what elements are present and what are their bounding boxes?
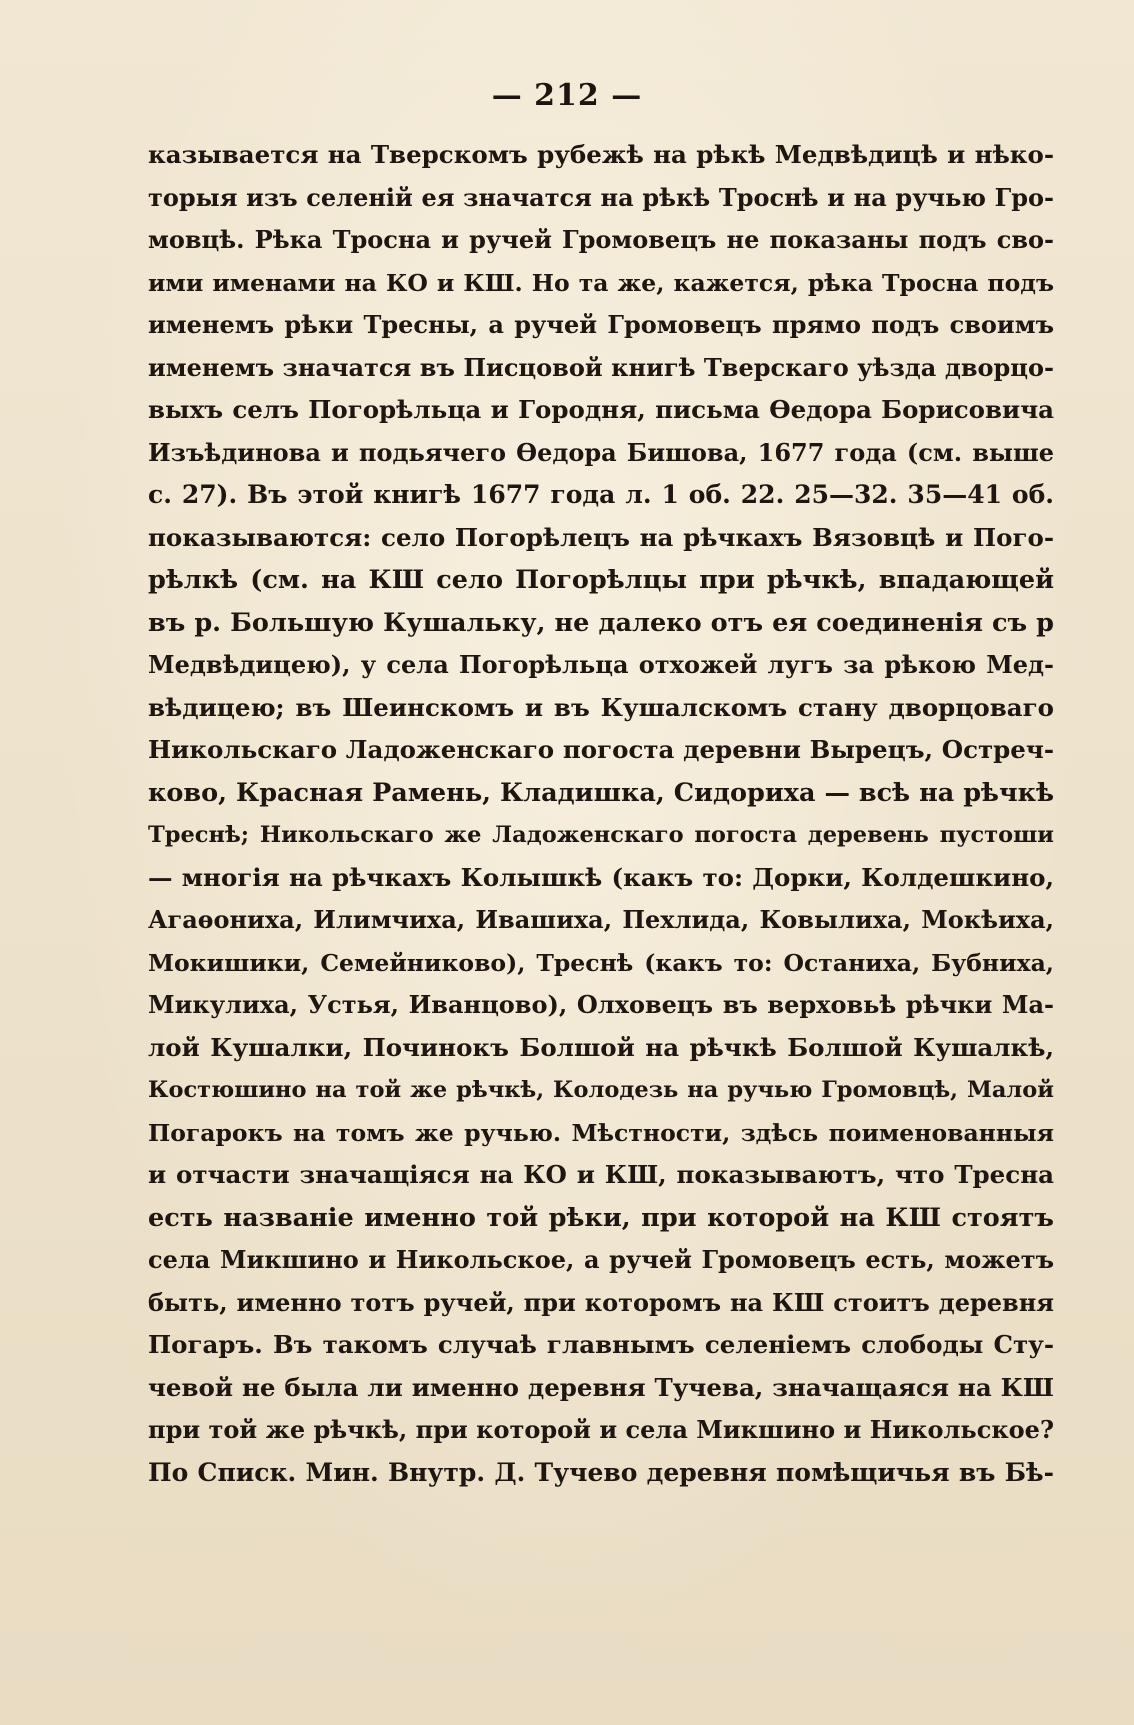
text-line: — многiя на рѣчкахъ Колышкѣ (какъ то: Дорки, Колдешкино,	[148, 862, 1054, 892]
text-line: при той же рѣчкѣ, при которой и села Микшино и Никольское?	[148, 1415, 1054, 1444]
text-line: торыя изъ селенiй ея значатся на рѣкѣ Троснѣ и на ручью Гро-	[148, 182, 1054, 212]
text-line: с. 27). Въ этой книгѣ 1677 года л. 1 об. 22. 25—32. 35—41 об.	[148, 480, 1054, 509]
text-line: Погаръ. Въ такомъ случаѣ главнымъ селенiемъ слободы Сту-	[148, 1330, 1054, 1359]
body-text	[148, 134, 1054, 1494]
text-line: казывается на Тверскомъ рубежѣ на рѣкѣ Медвѣдицѣ и нѣко-	[148, 140, 1054, 169]
text-line: Мокишики, Семейниково), Треснѣ (какъ то: Останиха, Бубниха,	[148, 948, 1054, 977]
text-line: есть названiе именно той рѣки, при которой на КШ стоятъ	[148, 1202, 1054, 1233]
text-line: Микулиха, Устья, Иванцово), Олховецъ въ верховьѣ рѣчки Ма-	[148, 990, 1054, 1019]
text-line: вѣдицею; въ Шеинскомъ и въ Кушалскомъ стану дворцоваго	[148, 692, 1054, 722]
text-line: ими именами на КО и КШ. Но та же, кажется, рѣка Тросна подъ	[148, 268, 1054, 297]
text-line: Изъѣдинова и подьячего Ѳедора Бишова, 1677 года (см. выше	[148, 437, 1054, 467]
text-line: Никольскаго Ладоженскаго погоста деревни Вырецъ, Остреч-	[148, 735, 1054, 764]
text-line: Костюшино на той же рѣчкѣ, Колодезь на ручью Громовцѣ, Малой	[148, 1077, 1054, 1103]
text-line: быть, именно тотъ ручей, при которомъ на КШ стоитъ деревня	[148, 1287, 1054, 1317]
text-line: рѣлкѣ (см. на КШ село Погорѣлцы при рѣчкѣ, впадающей	[148, 565, 1054, 595]
page-number: — 212 —	[491, 78, 643, 113]
text-line: мовцѣ. Рѣка Тросна и ручей Громовецъ не показаны подъ сво-	[148, 225, 1054, 254]
text-line: и отчасти значащiяся на КО и КШ, показываютъ, что Тресна	[148, 1160, 1054, 1189]
text-line: По Списк. Мин. Внутр. Д. Тучево деревня помѣщичья въ Бѣ-	[148, 1457, 1054, 1487]
text-line: Медвѣдицею), у села Погорѣльца отхожей лугъ за рѣкою Мед-	[148, 650, 1054, 679]
text-line: Треснѣ; Никольскаго же Ладоженскаго погоста деревень пустоши	[148, 822, 1054, 848]
text-line: именемъ рѣки Тресны, а ручей Громовецъ прямо подъ своимъ	[148, 310, 1054, 339]
text-line: села Микшино и Никольское, а ручей Громовецъ есть, можетъ	[148, 1245, 1054, 1274]
text-line: Погарокъ на томъ же ручью. Мѣстности, здѣсь поименованныя	[148, 1118, 1054, 1147]
text-line: въ р. Большую Кушальку, не далеко отъ ея соединенiя съ р	[148, 607, 1054, 638]
text-line: ково, Красная Рамень, Кладишка, Сидориха — всѣ на рѣчкѣ	[148, 777, 1054, 808]
text-line: показываются: село Погорѣлецъ на рѣчкахъ Вязовцѣ и Пого-	[148, 522, 1054, 552]
text-line: выхъ селъ Погорѣльца и Городня, письма Ѳедора Борисовича	[148, 395, 1054, 424]
text-line: лой Кушалки, Починокъ Болшой на рѣчкѣ Болшой Кушалкѣ,	[148, 1032, 1054, 1062]
text-line: чевой не была ли именно деревня Тучева, значащаяся на КШ	[148, 1372, 1054, 1402]
text-line: Агаѳониха, Илимчиха, Ивашиха, Пехлида, Ковылиха, Мокѣиха,	[148, 905, 1054, 934]
text-line: именемъ значатся въ Писцовой книгѣ Тверскаго уѣзда дворцо-	[148, 352, 1054, 382]
